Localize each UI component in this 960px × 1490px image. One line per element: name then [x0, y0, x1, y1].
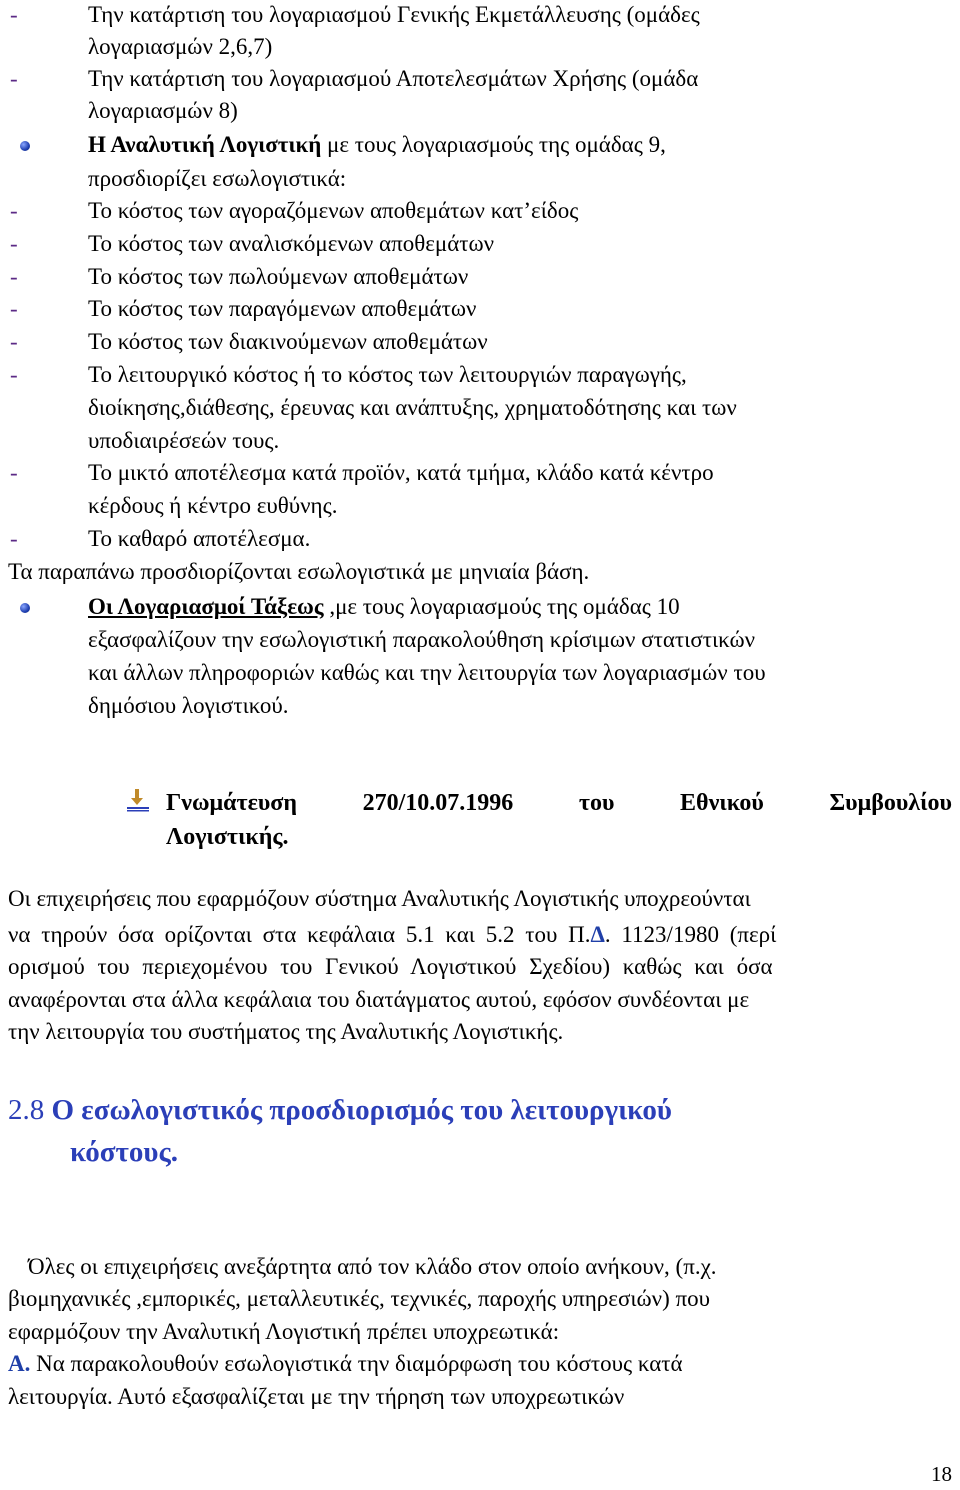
- list-item-text: υποδιαιρέσεών τους.: [88, 428, 280, 453]
- opinion-heading-line2: Λογιστικής.: [166, 824, 289, 850]
- section-heading: [8, 1092, 672, 1128]
- bullet-item-rest: ,με τους λογαριασμούς της ομάδας 10: [323, 594, 680, 619]
- list-item-text: Το λειτουργικό κόστος ή το κόστος των λειτουργιών παραγωγής,: [88, 362, 687, 387]
- bullet-item-rest: με τους λογαριασμούς της ομάδας 9,: [321, 132, 666, 157]
- paragraph-line: εφαρμόζουν την Αναλυτική Λογιστική πρέπει υποχρεωτικά:: [8, 1319, 560, 1344]
- page-number: 18: [931, 1462, 952, 1486]
- dash-bullet: -: [10, 329, 18, 354]
- blue-dot-icon: [20, 141, 30, 151]
- list-item-text: Το καθαρό αποτέλεσμα.: [88, 526, 311, 551]
- dash-bullet: -: [10, 526, 18, 551]
- paragraph-line: [8, 1349, 683, 1379]
- bullet-item-text: [88, 130, 666, 160]
- section-number: 2.8: [8, 1094, 45, 1126]
- bullet-item-text: και άλλων πληροφοριών καθώς και την λειτουργία των λογαριασμών του: [88, 660, 766, 685]
- paragraph-line: λειτουργία. Αυτό εξασφαλίζεται με την τήρηση των υποχρεωτικών: [8, 1384, 625, 1409]
- section-heading-line2: κόστους.: [70, 1136, 178, 1168]
- opinion-word: Εθνικού: [680, 790, 764, 816]
- list-item-text: Το κόστος των πωλούμενων αποθεμάτων: [88, 264, 469, 289]
- list-item-text: κέρδους ή κέντρο ευθύνης.: [88, 493, 338, 518]
- paragraph-line: Όλες οι επιχειρήσεις ανεξάρτητα από τον κλάδο στον οποίο ανήκουν, (π.χ.: [28, 1254, 717, 1279]
- opinion-word: Γνωμάτευση: [166, 790, 297, 816]
- dash-bullet: -: [10, 296, 18, 321]
- opinion-word: 270/10.07.1996: [362, 790, 514, 816]
- paragraph-line: ορισμού του περιεχομένου του Γενικού Λογιστικού Σχεδίου) καθώς και όσα: [8, 954, 773, 979]
- list-item-text: Το κόστος των αγοραζόμενων αποθεμάτων κατ’είδος: [88, 198, 579, 223]
- list-item-text: λογαριασμών 8): [88, 98, 238, 123]
- opinion-word: του: [578, 790, 615, 816]
- paragraph-line: [8, 920, 952, 950]
- opinion-heading: [166, 788, 952, 818]
- item-label: Α.: [8, 1351, 31, 1376]
- list-item-text: Την κατάρτιση του λογαριασμού Γενικής Εκμετάλλευσης (ομάδες: [88, 2, 700, 27]
- paragraph-line: την λειτουργία του συστήματος της Αναλυτικής Λογιστικής.: [8, 1019, 564, 1044]
- dash-bullet: -: [10, 264, 18, 289]
- section-title: Ο εσωλογιστικός προσδιορισμός του λειτουργικού: [44, 1094, 672, 1126]
- paragraph-text: να τηρούν όσα ορίζονται στα κεφάλαια 5.1 και 5.2 του Π.: [8, 922, 591, 947]
- opinion-word: Συμβουλίου: [829, 790, 952, 816]
- bullet-item-text: δημόσιου λογιστικού.: [88, 693, 289, 718]
- list-item-text: Το μικτό αποτέλεσμα κατά προϊόν, κατά τμήμα, κλάδο κατά κέντρο: [88, 460, 714, 485]
- dash-bullet: -: [10, 362, 18, 387]
- paragraph-line: Οι επιχειρήσεις που εφαρμόζουν σύστημα Αναλυτικής Λογιστικής υποχρεούνται: [8, 886, 751, 911]
- dash-bullet: -: [10, 2, 18, 27]
- bold-term: Οι Λογαριασμοί Τάξεως: [88, 594, 324, 619]
- list-item-text: Το κόστος των παραγόμενων αποθεμάτων: [88, 296, 477, 321]
- bullet-item-text: εξασφαλίζουν την εσωλογιστική παρακολούθηση κρίσιμων στατιστικών: [88, 627, 756, 652]
- list-item-text: διοίκησης,διάθεσης, έρευνας και ανάπτυξης, χρηματοδότησης και των: [88, 395, 737, 420]
- bullet-item-text: προσδιορίζει εσωλογιστικά:: [88, 166, 347, 191]
- dash-bullet: -: [10, 198, 18, 223]
- list-pointer-icon: [126, 788, 150, 812]
- bold-term: Η Αναλυτική Λογιστική: [88, 132, 322, 157]
- dash-bullet: -: [10, 460, 18, 485]
- paragraph-line: βιομηχανικές ,εμπορικές, μεταλλευτικές, τεχνικές, παροχής υπηρεσιών) που: [8, 1286, 710, 1311]
- paragraph-text: Να παρακολουθούν εσωλογιστικά την διαμόρφωση του κόστους κατά: [30, 1351, 683, 1376]
- paragraph-delta: Δ: [590, 922, 605, 947]
- paragraph-line: αναφέρονται στα άλλα κεφάλαια του διατάγματος αυτού, εφόσον συνδέονται με: [8, 987, 750, 1012]
- list-item-text: Το κόστος των αναλισκόμενων αποθεμάτων: [88, 231, 495, 256]
- paragraph-text: . 1123/1980 (περί: [604, 922, 777, 947]
- list-item-text: Την κατάρτιση του λογαριασμού Αποτελεσμάτων Χρήσης (ομάδα: [88, 66, 699, 91]
- dash-bullet: -: [10, 66, 18, 91]
- bullet-item-text: [88, 592, 680, 622]
- blue-dot-icon: [20, 603, 30, 613]
- list-item-text: λογαριασμών 2,6,7): [88, 34, 273, 59]
- dash-bullet: -: [10, 231, 18, 256]
- summary-line: Τα παραπάνω προσδιορίζονται εσωλογιστικά με μηνιαία βάση.: [8, 559, 590, 584]
- list-item-text: Το κόστος των διακινούμενων αποθεμάτων: [88, 329, 488, 354]
